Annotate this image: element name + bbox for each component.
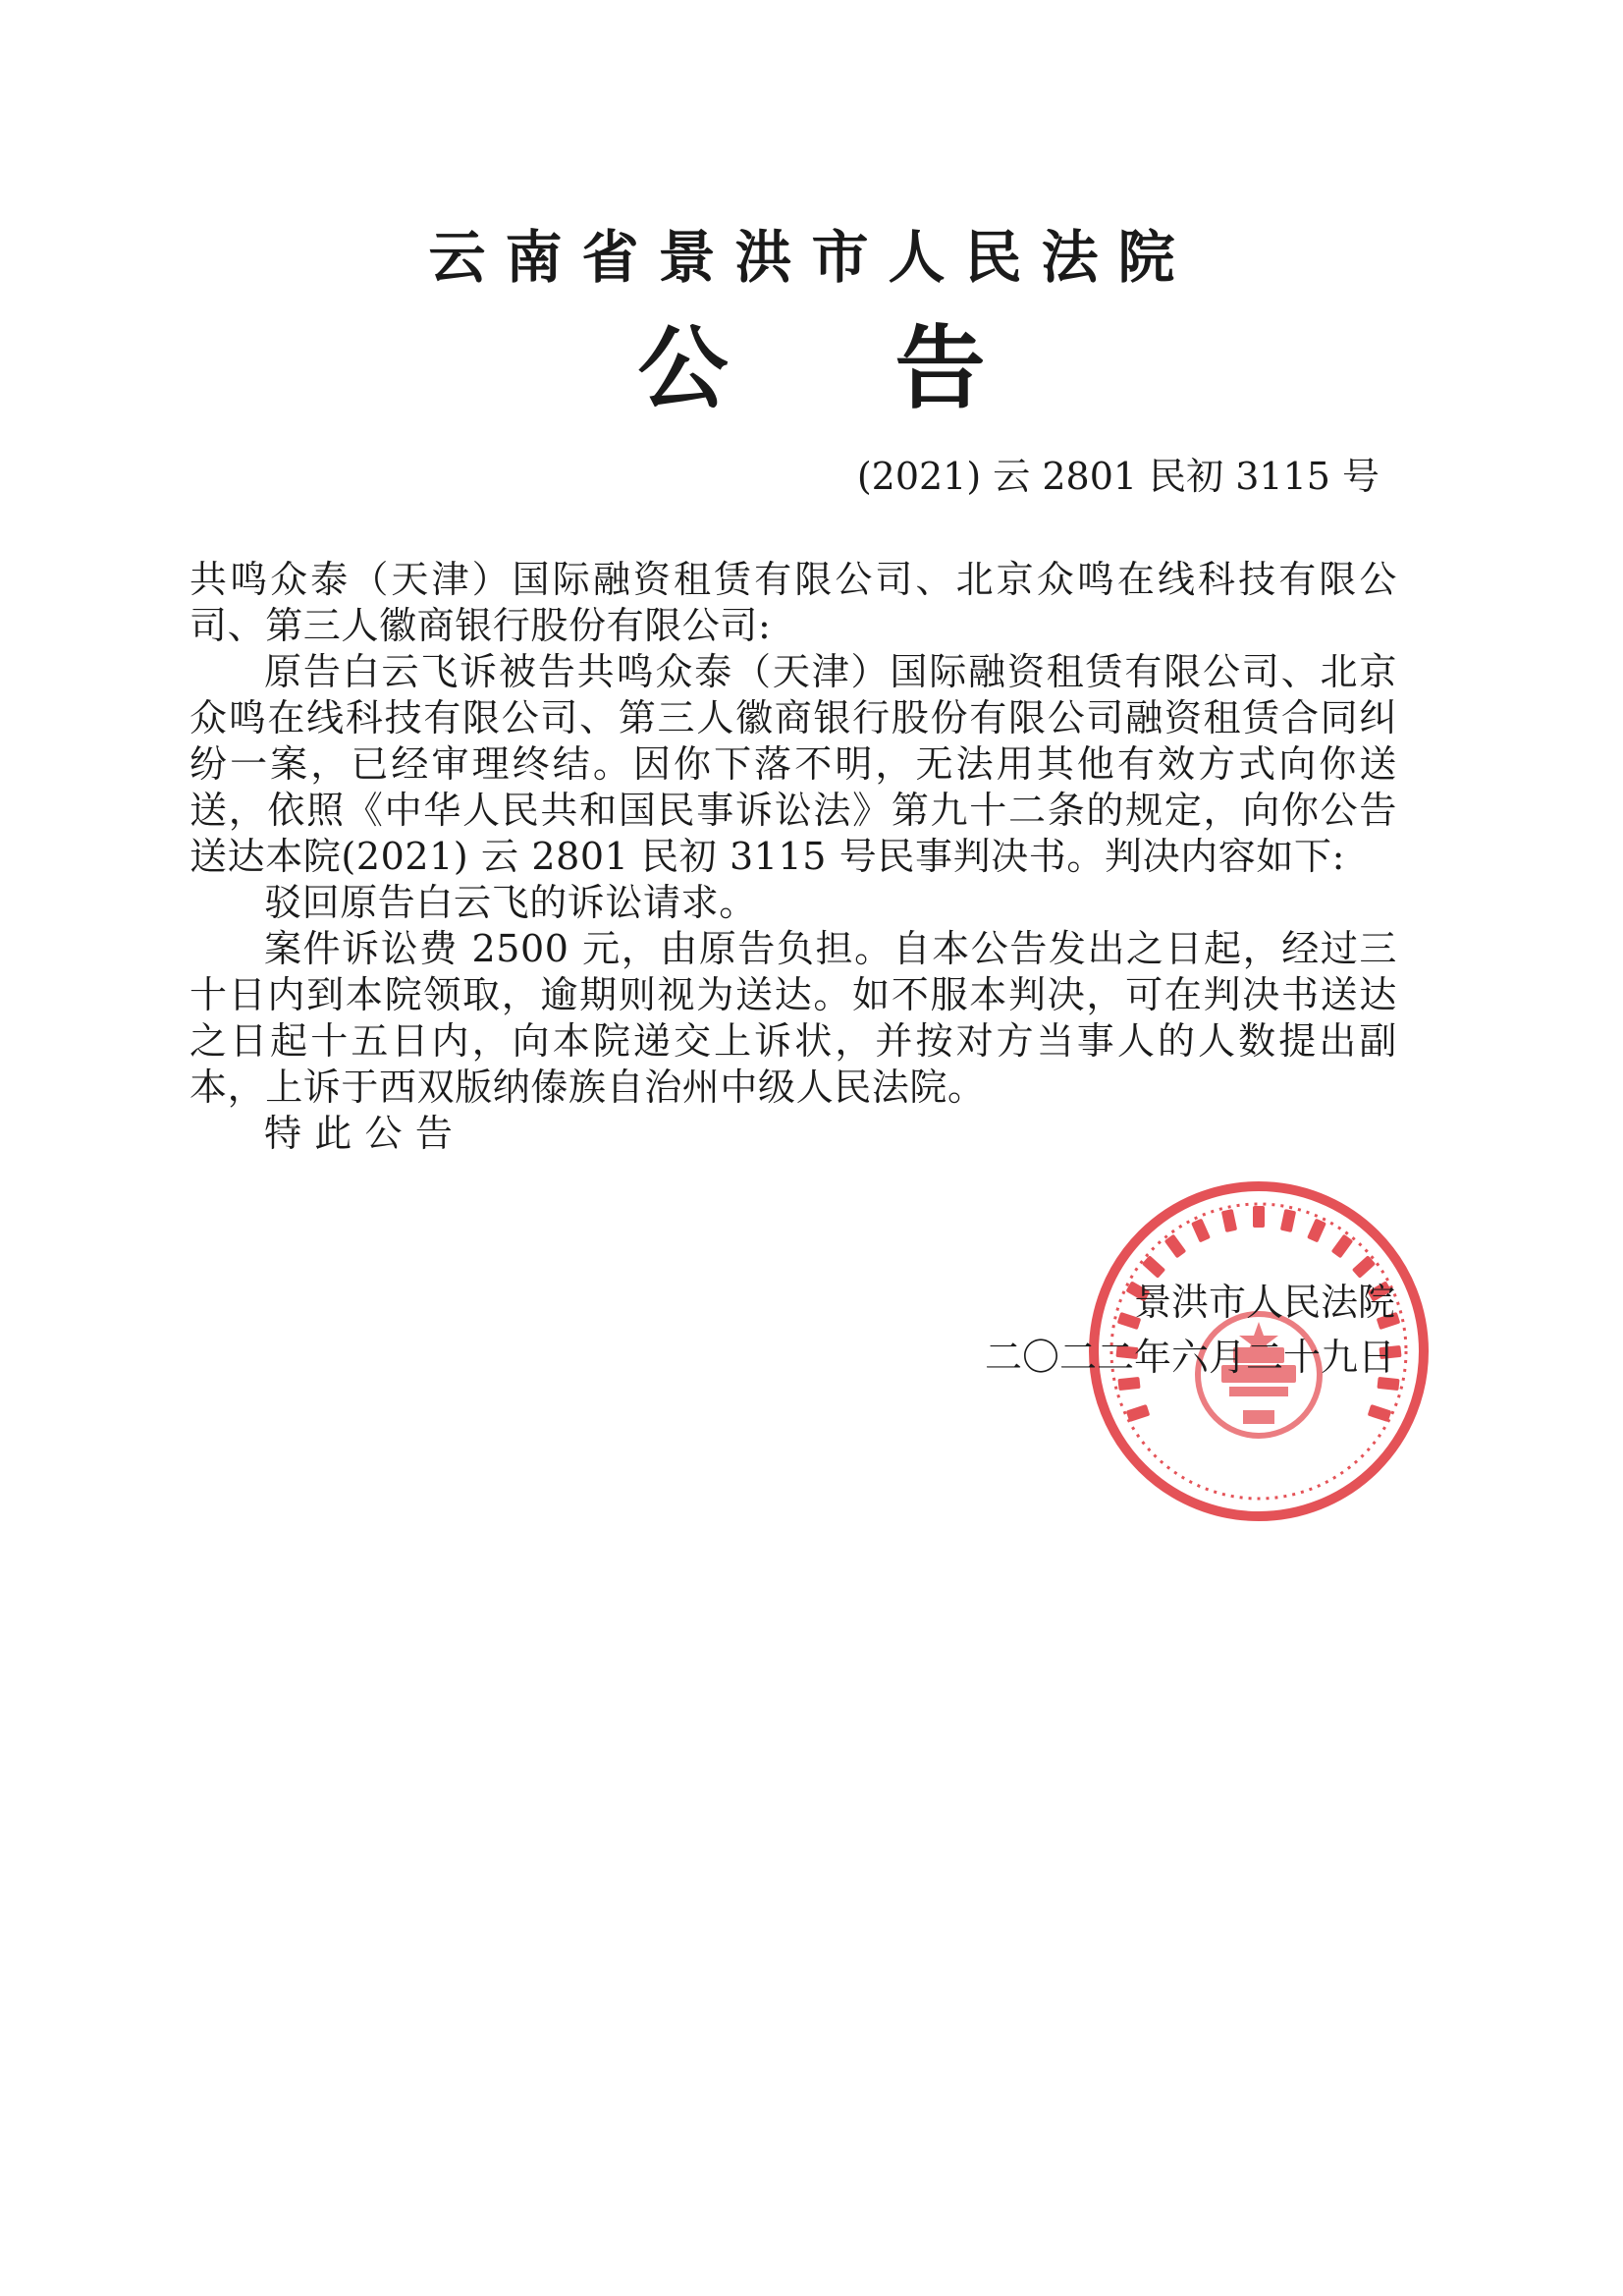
paragraph-notice: 原告白云飞诉被告共鸣众泰（天津）国际融资租赁有限公司、北京众鸣在线科技有限公司、第三人徽商银行股份有限公司融资租赁合同纠纷一案，已经审理终结。因你下落不明，无法用其他有效方式向你送送，依照《中华人民共和国民事诉讼法》第九十二条的规定，向你公告送达本院(2021) 云 2801 民初 3115 号民事判决书。判决内容如下:: [189, 650, 1397, 878]
signature-block: [985, 1275, 1395, 1385]
signature-date: 二〇二二年六月二十九日: [984, 1336, 1395, 1379]
title-char-2: 告: [894, 315, 986, 421]
paragraph-judgment: 驳回原告白云飞的诉讼请求。: [264, 881, 757, 924]
notice-body: [189, 557, 1397, 1157]
title-char-1: 公: [637, 315, 729, 421]
court-name: 云南省景洪市人民法院: [428, 224, 1195, 291]
signature-court: 景洪市人民法院: [1133, 1281, 1395, 1324]
closing-phrase: 特 此 公 告: [264, 1112, 454, 1155]
paragraph-fees-appeal: 案件诉讼费 2500 元，由原告负担。自本公告发出之日起，经过三十日内到本院领取，逾期则视为送达。如不服本判决，可在判决书送达之日起十五日内，向本院递交上诉状，并按对方当事人的人数提出副本，上诉于西双版纳傣族自治州中级人民法院。: [189, 927, 1397, 1109]
case-number: (2021) 云 2801 民初 3115 号: [856, 455, 1380, 498]
document-title: [0, 314, 1623, 422]
addressee: 共鸣众泰（天津）国际融资租赁有限公司、北京众鸣在线科技有限公司、第三人徽商银行股份有限公司:: [189, 558, 1397, 647]
